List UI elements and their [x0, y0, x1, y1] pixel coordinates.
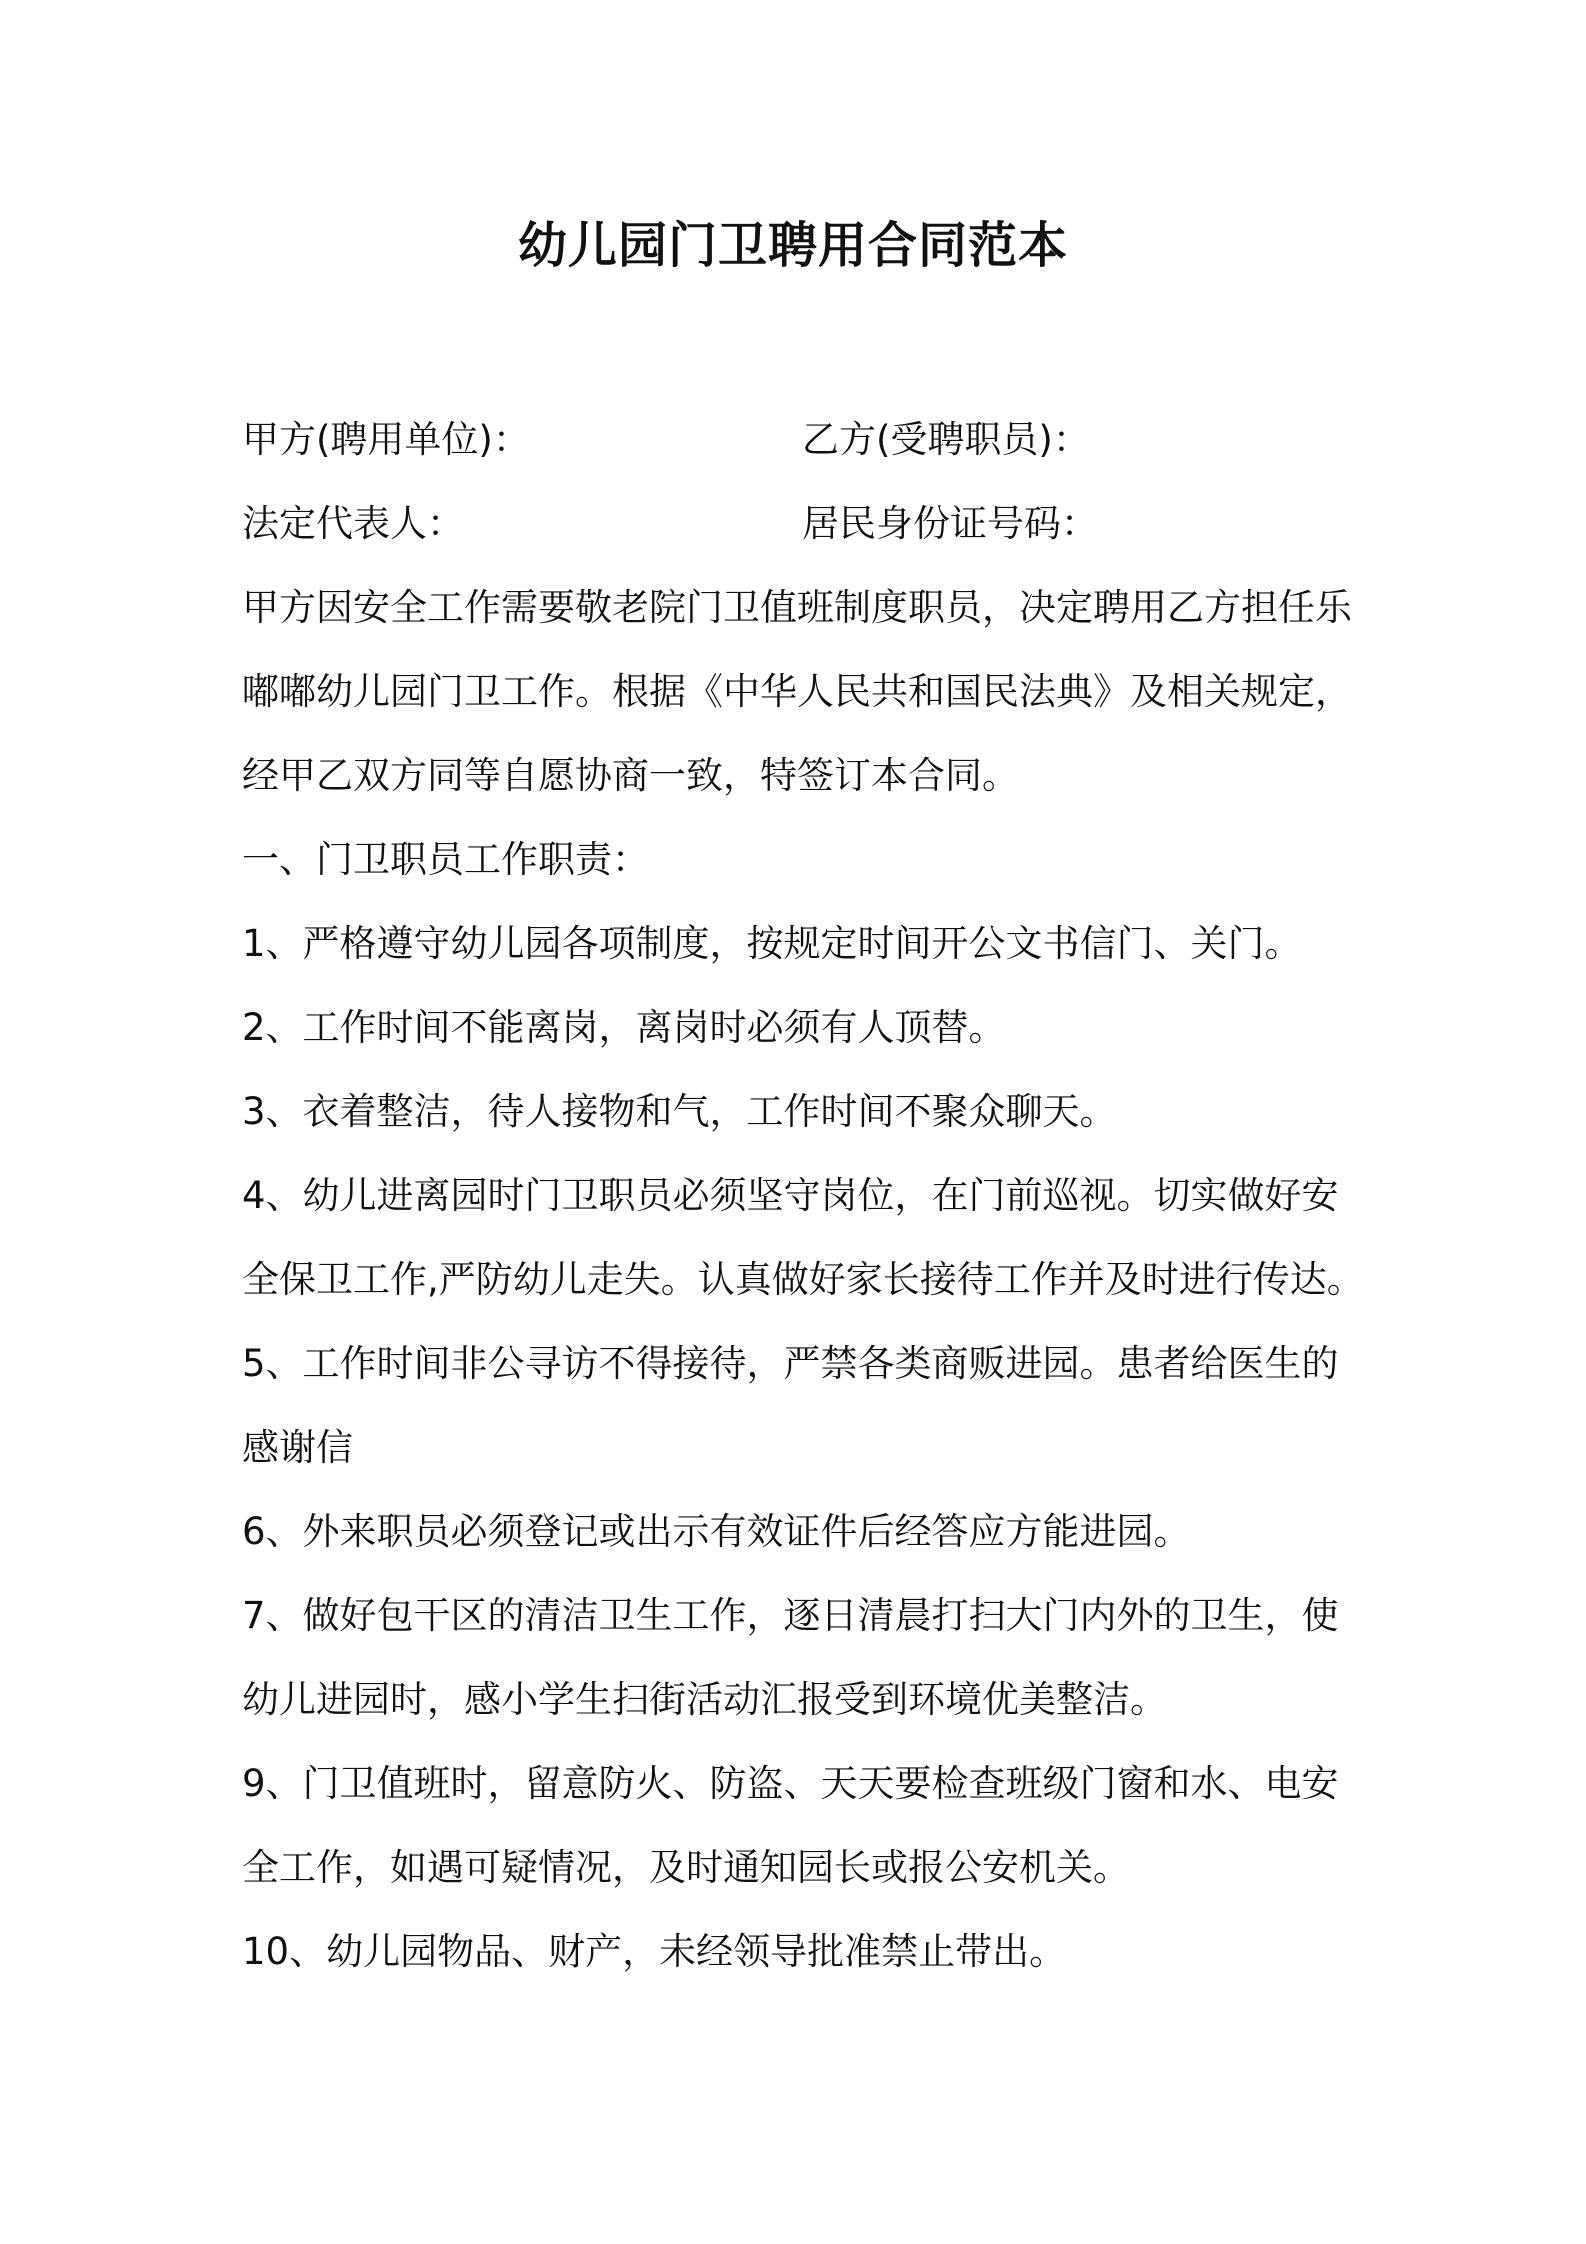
text-line: 甲方因安全工作需要敬老院门卫值班制度职员，决定聘用乙方担任乐: [242, 586, 1352, 629]
duty-item: 2、工作时间不能离岗，离岗时必须有人顶替。: [242, 1006, 1006, 1049]
duty-item-continued: 幼儿进园时，感小学生扫街活动汇报受到环境优美整洁。: [242, 1678, 1167, 1721]
duty-item-continued: 全工作，如遇可疑情况，及时通知园长或报公安机关。: [242, 1846, 1130, 1889]
text-line: 经甲乙双方同等自愿协商一致，特签订本合同。: [242, 754, 1019, 797]
duty-item: 5、工作时间非公寻访不得接待，严禁各类商贩进园。患者给医生的: [242, 1342, 1339, 1385]
text-line: 嘟嘟幼儿园门卫工作。根据《中华人民共和国民法典》及相关规定，: [242, 670, 1352, 713]
document-body: [242, 398, 1362, 1994]
duty-item: 7、做好包干区的清洁卫生工作，逐日清晨打扫大门内外的卫生，使: [242, 1594, 1339, 1637]
duty-item: 10、幼儿园物品、财产，未经领导批准禁止带出。: [242, 1930, 1067, 1973]
duty-item: 9、门卫值班时，留意防火、防盗、天天要检查班级门窗和水、电安: [242, 1762, 1339, 1805]
duty-item: 1、严格遵守幼儿园各项制度，按规定时间开公文书信门、关门。: [242, 922, 1302, 965]
id-number-label: 居民身份证号码：: [802, 502, 1098, 545]
party-a-label: 甲方(聘用单位)：: [242, 418, 530, 461]
document-title: 幼儿园门卫聘用合同范本: [517, 217, 1068, 274]
party-row: [242, 398, 1362, 482]
duty-item: 6、外来职员必须登记或出示有效证件后经答应方能进园。: [242, 1510, 1191, 1553]
party-b-label: 乙方(受聘职员)：: [802, 418, 1090, 461]
duty-item: 4、幼儿进离园时门卫职员必须坚守岗位，在门前巡视。切实做好安: [242, 1174, 1339, 1217]
legal-rep-label: 法定代表人：: [242, 502, 464, 545]
duty-item-continued: 感谢信: [242, 1426, 353, 1469]
representative-row: [242, 482, 1362, 566]
section-heading: 一、门卫职员工作职责：: [242, 838, 649, 881]
duty-item-continued: 全保卫工作,严防幼儿走失。认真做好家长接待工作并及时进行传达。: [242, 1258, 1364, 1301]
duty-item: 3、衣着整洁，待人接物和气，工作时间不聚众聊天。: [242, 1090, 1117, 1133]
